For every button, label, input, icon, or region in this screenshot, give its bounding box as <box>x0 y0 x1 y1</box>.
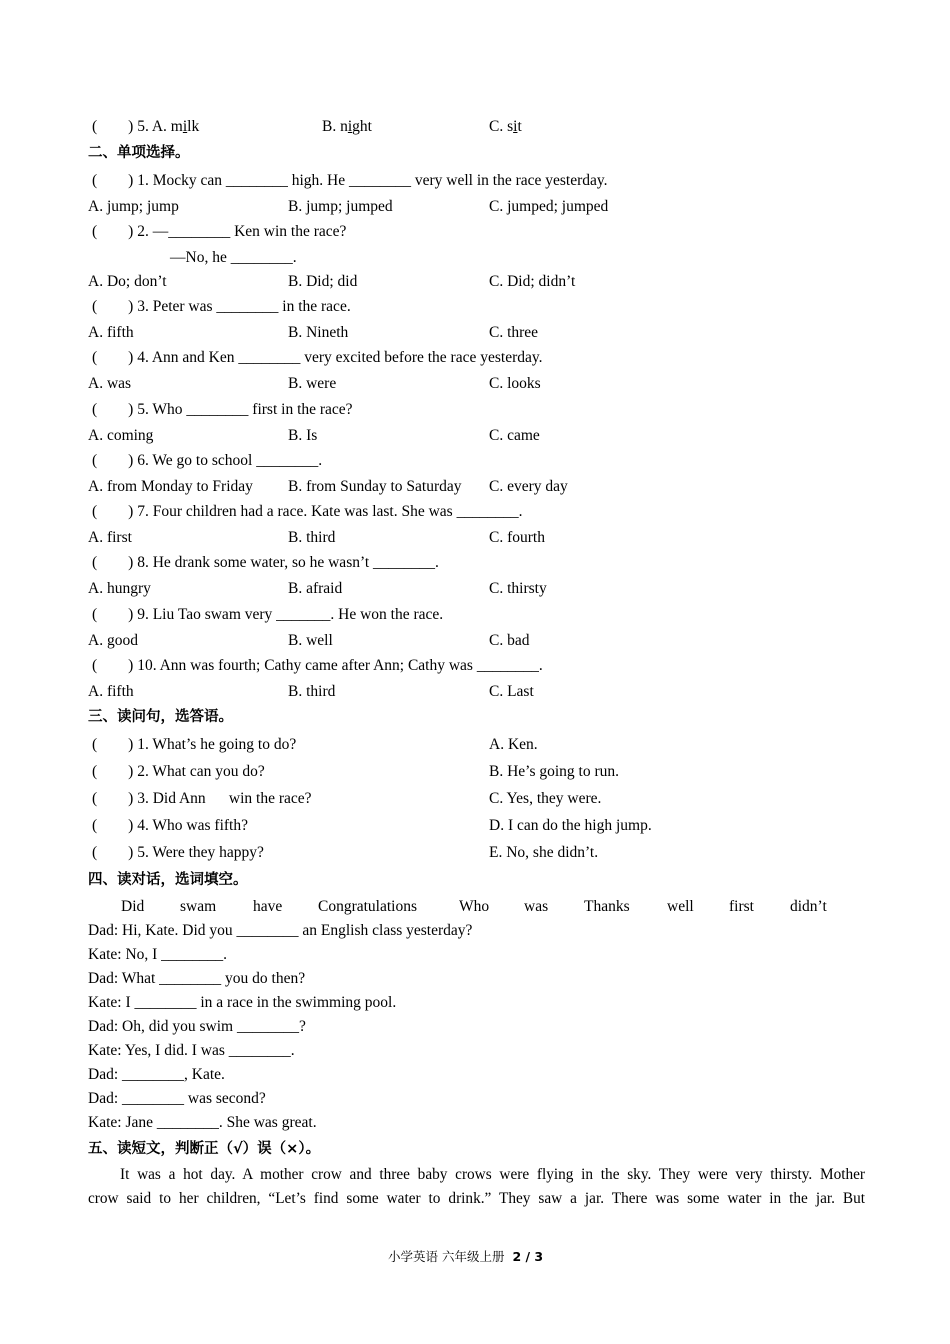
s3-q1: ( ) 1. What’s he going to do? <box>92 736 297 753</box>
section5-title: 五、读短文，判断正（√）误（×）。 <box>88 1141 321 1157</box>
s2-q6: ( ) 6. We go to school ________. <box>92 452 323 469</box>
s2-q1-a: A. jump; jump <box>88 198 179 215</box>
footer-subject: 小学英语 六年级上册 <box>388 1249 505 1264</box>
s2-q8-b: B. afraid <box>288 580 343 597</box>
s2-q4-b: B. were <box>288 375 337 392</box>
s2-q3-a: A. fifth <box>88 324 134 341</box>
s2-q5: ( ) 5. Who ________ first in the race? <box>92 401 353 418</box>
s3-ans-a: A. Ken. <box>489 736 538 753</box>
word-bank-swam: swam <box>180 898 217 915</box>
dialogue-line-8: Dad: ________ was second? <box>88 1090 266 1107</box>
section3-title: 三、读问句，选答语。 <box>88 709 233 725</box>
s3-q3: ( ) 3. Did Ann win the race? <box>92 790 312 807</box>
dialogue-line-4: Kate: I ________ in a race in the swimming pool. <box>88 994 397 1011</box>
s2-q8-a: A. hungry <box>88 580 151 597</box>
s2-q1-b: B. jump; jumped <box>288 198 393 215</box>
s2-q7-a: A. first <box>88 529 132 546</box>
dialogue-line-5: Dad: Oh, did you swim ________? <box>88 1018 306 1035</box>
page-number: 2 / 3 <box>512 1249 544 1264</box>
s3-q4: ( ) 4. Who was fifth? <box>92 817 248 834</box>
word-bank-was: was <box>524 898 549 915</box>
word-bank-have: have <box>253 898 283 915</box>
s2-q3: ( ) 3. Peter was ________ in the race. <box>92 298 351 315</box>
s2-q7: ( ) 7. Four children had a race. Kate was last. She was ________. <box>92 503 523 520</box>
word-bank-didnt: didn’t <box>790 898 827 915</box>
s2-q9-a: A. good <box>88 632 138 649</box>
section4-title: 四、读对话，选词填空。 <box>88 872 248 888</box>
dialogue-line-6: Kate: Yes, I did. I was ________. <box>88 1042 295 1059</box>
s2-q6-b: B. from Sunday to Saturday <box>288 478 462 495</box>
s2-q1-c: C. jumped; jumped <box>489 198 609 215</box>
s3-q2: ( ) 2. What can you do? <box>92 763 265 780</box>
word-bank-did: Did <box>121 898 145 915</box>
word-bank-congratulations: Congratulations <box>318 898 418 915</box>
dialogue-line-1: Dad: Hi, Kate. Did you ________ an English class yesterday? <box>88 922 473 939</box>
s2-q5-c: C. came <box>489 427 540 444</box>
s3-ans-e: E. No, she didn’t. <box>489 844 599 861</box>
s2-q10: ( ) 10. Ann was fourth; Cathy came after Ann; Cathy was ________. <box>92 657 543 674</box>
dialogue-line-3: Dad: What ________ you do then? <box>88 970 306 987</box>
word-bank-first: first <box>729 898 754 915</box>
s2-q5-a: A. coming <box>88 427 154 444</box>
dialogue-line-2: Kate: No, I ________. <box>88 946 228 963</box>
s2-q2-reply: —No, he ________. <box>170 249 297 266</box>
passage-line-1: It was a hot day. A mother crow and three baby crows were flying in the sky. They were very thirsty. Mother <box>120 1166 865 1183</box>
dialogue-line-7: Dad: ________, Kate. <box>88 1066 225 1083</box>
section2-title: 二、单项选择。 <box>88 145 190 161</box>
s2-q7-c: C. fourth <box>489 529 545 546</box>
s2-q2-c: C. Did; didn’t <box>489 273 576 290</box>
s2-q4-c: C. looks <box>489 375 541 392</box>
s2-q2: ( ) 2. —________ Ken win the race? <box>92 223 347 240</box>
s2-q5-b: B. Is <box>288 427 318 444</box>
dialogue-line-9: Kate: Jane ________. She was great. <box>88 1114 317 1131</box>
q1-5-stem: ( ) 5. A. milk <box>92 118 200 135</box>
passage-line-2: crow said to her children, “Let’s find some water to drink.” They saw a jar. There was some water in the jar. But <box>88 1190 865 1207</box>
s2-q4: ( ) 4. Ann and Ken ________ very excited before the race yesterday. <box>92 349 543 366</box>
page-footer <box>388 1248 543 1266</box>
s2-q6-a: A. from Monday to Friday <box>88 478 253 495</box>
s2-q6-c: C. every day <box>489 478 568 495</box>
s2-q3-b: B. Nineth <box>288 324 349 341</box>
s2-q4-a: A. was <box>88 375 132 392</box>
word-bank-thanks: Thanks <box>584 898 630 915</box>
s3-ans-d: D. I can do the high jump. <box>489 817 652 834</box>
s2-q9-b: B. well <box>288 632 333 649</box>
s2-q8-c: C. thirsty <box>489 580 547 597</box>
s2-q10-a: A. fifth <box>88 683 134 700</box>
s2-q8: ( ) 8. He drank some water, so he wasn’t ________. <box>92 554 439 571</box>
s2-q2-b: B. Did; did <box>288 273 358 290</box>
s3-ans-c: C. Yes, they were. <box>489 790 602 807</box>
s2-q9: ( ) 9. Liu Tao swam very _______. He won the race. <box>92 606 444 623</box>
s3-q5: ( ) 5. Were they happy? <box>92 844 264 861</box>
s2-q2-a: A. Do; don’t <box>88 273 167 290</box>
s2-q10-b: B. third <box>288 683 336 700</box>
s3-ans-b: B. He’s going to run. <box>489 763 620 780</box>
s2-q10-c: C. Last <box>489 683 534 700</box>
s2-q7-b: B. third <box>288 529 336 546</box>
s2-q9-c: C. bad <box>489 632 530 649</box>
s2-q3-c: C. three <box>489 324 539 341</box>
q1-5-option-c: C. sit <box>489 118 522 135</box>
q1-5-option-b: B. night <box>322 118 372 135</box>
word-bank-who: Who <box>459 898 490 915</box>
s2-q1: ( ) 1. Mocky can ________ high. He ________ very well in the race yesterday. <box>92 172 608 189</box>
word-bank-well: well <box>667 898 694 915</box>
